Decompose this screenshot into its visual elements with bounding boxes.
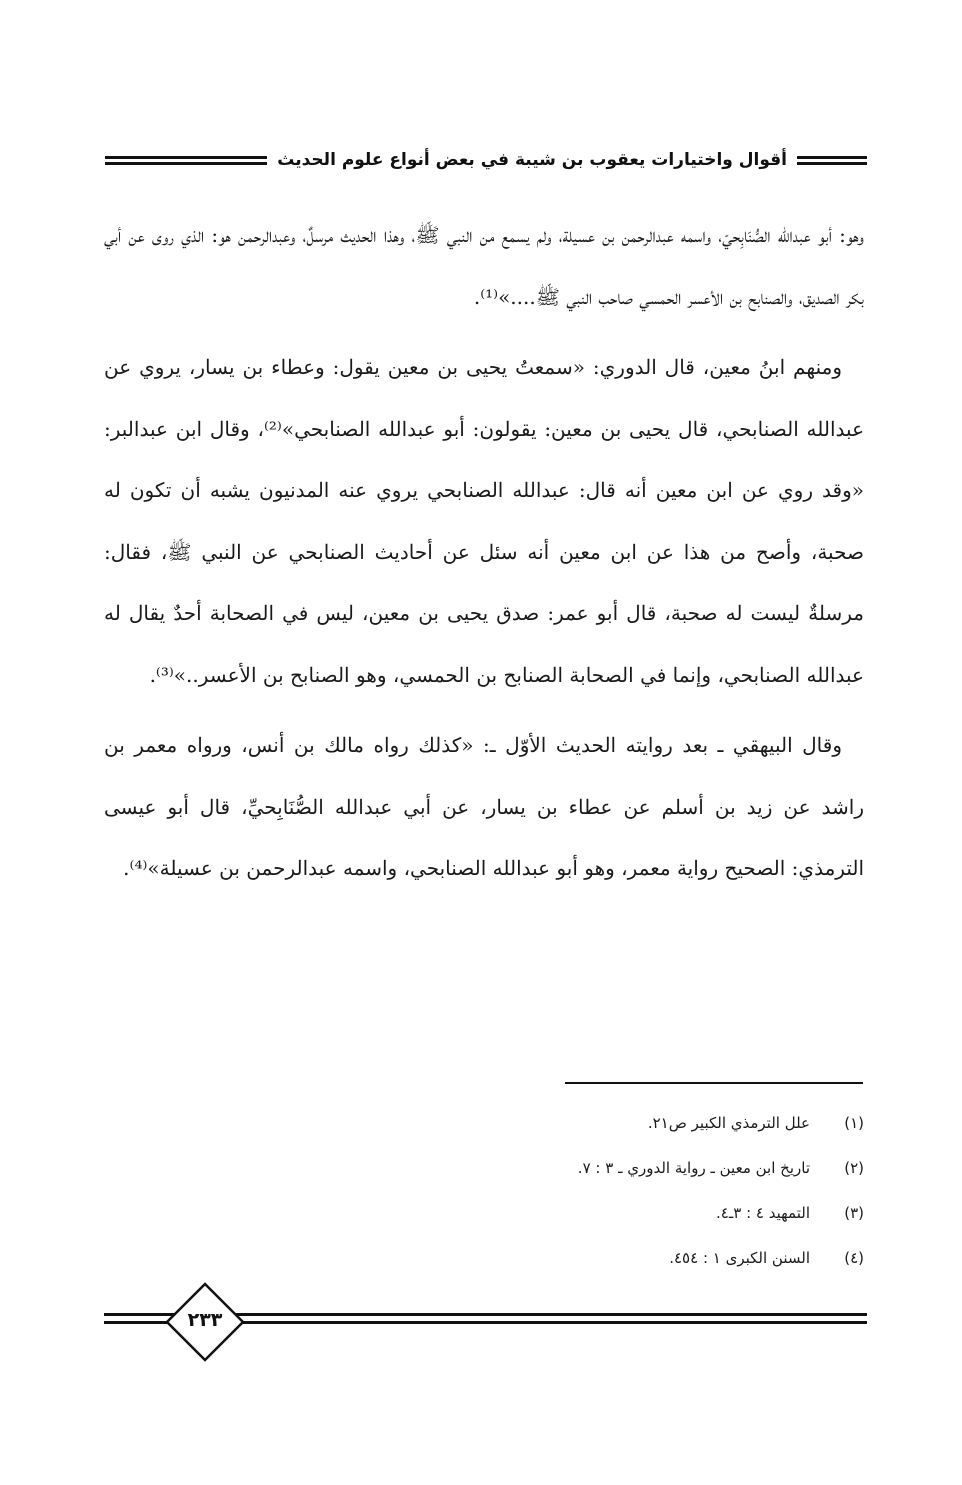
header-rule-right: [797, 156, 867, 165]
footnote-number: (٣): [844, 1203, 864, 1222]
footnote-text: السنن الكبرى ١ : ٤٥٤.: [669, 1248, 810, 1267]
page-number-ornament: [165, 1282, 245, 1362]
footnote-item: [300, 1145, 864, 1190]
footnote-text: علل الترمذي الكبير ص٢١.: [647, 1113, 810, 1132]
footnote-text: تاريخ ابن معين ـ رواية الدوري ـ ٣ : ٧.: [577, 1158, 810, 1177]
footnote-text: التمهيد ٤ : ٣ـ٤.: [716, 1203, 810, 1222]
footnote-number: (٢): [844, 1158, 864, 1177]
header-title: أقوال واختيارات يعقوب بن شيبة في بعض أنواع علوم الحديث: [277, 150, 787, 170]
footnote-separator: [565, 1082, 863, 1084]
paragraph: وهو: أبو عبدالله الصُّنَابِحيّ، واسمه عبدالرحمن بن عسيلة، ولم يسمع من النبي ﷺ، وهذا الحديث مرسلٌ، وعبدالرحمن هو: الذي روى عن أبي بكر الصديق، والصنابح بن الأعسر الحمسي صاحب النبي ﷺ....»⁽¹⁾.: [104, 223, 864, 309]
footnote-number: (١): [844, 1113, 864, 1132]
footnote-item: [300, 1235, 864, 1280]
page-number: ٢٣٣: [187, 1309, 223, 1331]
footnote-number: (٤): [844, 1248, 864, 1267]
main-text: [104, 205, 864, 909]
running-header: [105, 140, 867, 180]
paragraph: وقال البيهقي ـ بعد روايته الحديث الأوّل ـ: «كذلك رواه مالك بن أنس، ورواه معمر بن راشد عن زيد بن أسلم عن عطاء بن يسار، عن أبي عبدالله الصُّنَابِحيِّ، قال أبو عيسى الترمذي: الصحيح رواية معمر، وهو أبو عبدالله الصنابحي، واسمه عبدالرحمن بن عسيلة»⁽⁴⁾.: [104, 733, 864, 880]
footnote-item: [300, 1190, 864, 1235]
footnotes: [300, 1100, 864, 1280]
paragraph: ومنهم ابنُ معين، قال الدوري: «سمعتُ يحيى بن معين يقول: وعطاء بن يسار، يروي عن عبدالله الصنابحي، قال يحيى بن معين: يقولون: أبو عبدالله الصنابحي»⁽²⁾، وقال ابن عبدالبر: «وقد روي عن ابن معين أنه قال: عبدالله الصنابحي يروي عنه المدنيون يشبه أن تكون له صحبة، وأصح من هذا عن ابن معين أنه سئل عن أحاديث الصنابحي عن النبي ﷺ، فقال: مرسلةٌ ليست له صحبة، قال أبو عمر: صدق يحيى بن معين، ليس في الصحابة أحدٌ يقال له عبدالله الصنابحي، وإنما في الصحابة الصنابح بن الحمسي، وهو الصنابح بن الأعسر..»⁽³⁾.: [104, 355, 865, 687]
footnote-item: [300, 1100, 864, 1145]
header-rule-left: [105, 156, 267, 165]
